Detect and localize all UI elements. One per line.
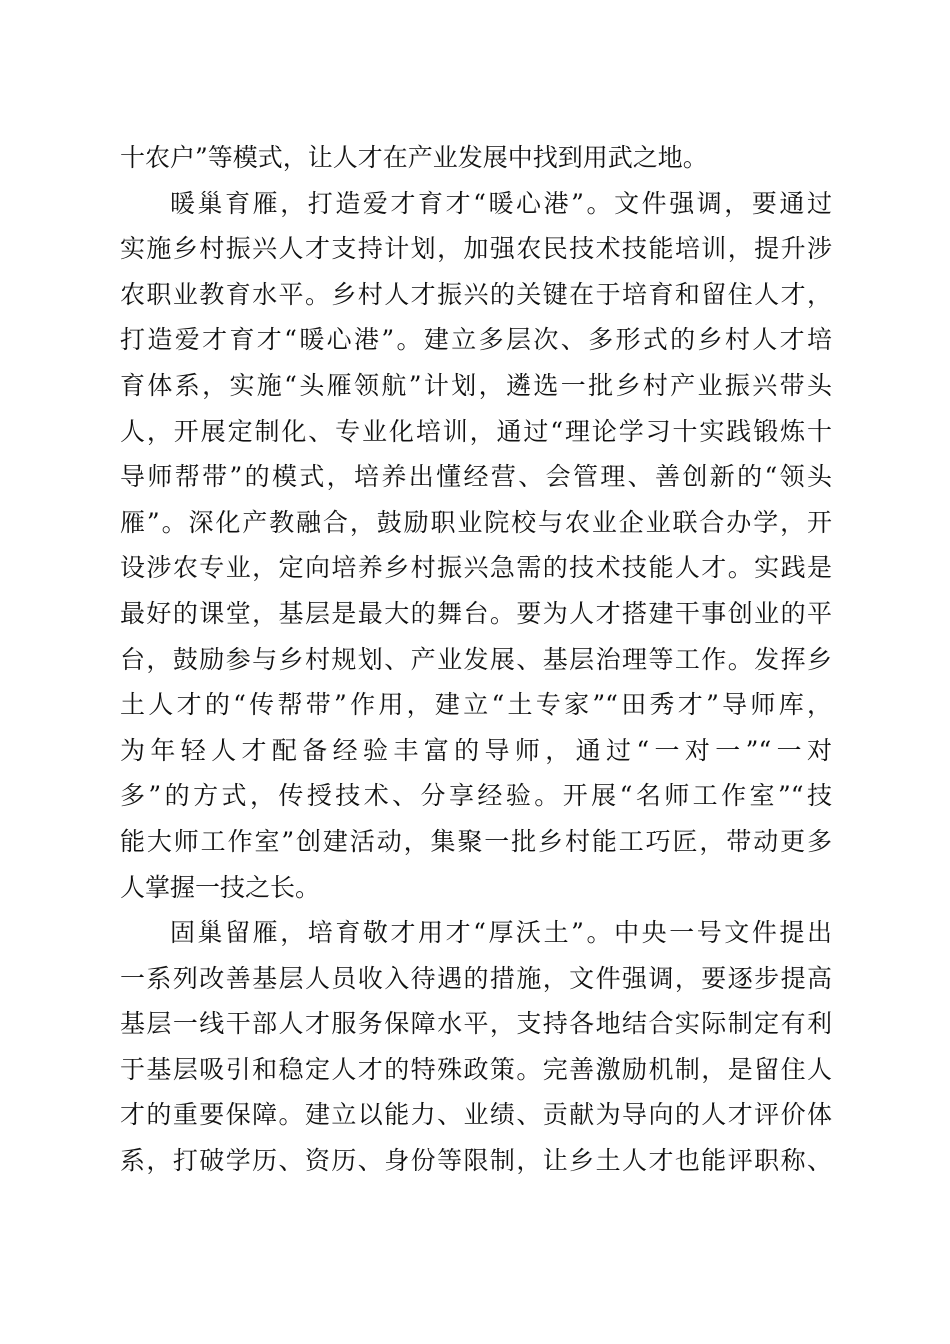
text-line: 多”的方式，传授技术、分享经验。开展“名师工作室”“技 bbox=[120, 781, 832, 811]
text-line: 系，打破学历、资历、身份等限制，让乡土人才也能评职称、 bbox=[120, 1146, 832, 1176]
text-line: 土人才的“传帮带”作用，建立“土专家”“田秀才”导师库， bbox=[120, 690, 832, 720]
text-line: 台，鼓励参与乡村规划、产业发展、基层治理等工作。发挥乡 bbox=[120, 644, 832, 674]
text-line: 一系列改善基层人员收入待遇的措施，文件强调，要逐步提高 bbox=[120, 963, 832, 993]
paragraph-first-line: 固巢留雁，培育敬才用才“厚沃土”。中央一号文件提出 bbox=[170, 918, 832, 948]
text-line: 人，开展定制化、专业化培训，通过“理论学习十实践锻炼十 bbox=[120, 416, 832, 446]
text-line: 能大师工作室”创建活动，集聚一批乡村能工巧匠，带动更多 bbox=[120, 826, 832, 856]
text-line: 人掌握一技之长。 bbox=[120, 872, 321, 902]
text-line: 农职业教育水平。乡村人才振兴的关键在于培育和留住人才， bbox=[120, 279, 832, 309]
text-line: 于基层吸引和稳定人才的特殊政策。完善激励机制，是留住人 bbox=[120, 1054, 832, 1084]
text-line: 才的重要保障。建立以能力、业绩、贡献为导向的人才评价体 bbox=[120, 1100, 832, 1130]
document-body-text bbox=[120, 135, 832, 1184]
text-line: 雁”。深化产教融合，鼓励职业院校与农业企业联合办学，开 bbox=[120, 507, 832, 537]
text-line: 为年轻人才配备经验丰富的导师，通过“一对一”“一对 bbox=[120, 735, 832, 765]
text-line: 基层一线干部人才服务保障水平，支持各地结合实际制定有利 bbox=[120, 1009, 832, 1039]
text-line: 设涉农专业，定向培养乡村振兴急需的技术技能人才。实践是 bbox=[120, 553, 832, 583]
text-line: 打造爱才育才“暖心港”。建立多层次、多形式的乡村人才培 bbox=[120, 325, 832, 355]
text-line: 实施乡村振兴人才支持计划，加强农民技术技能培训，提升涉 bbox=[120, 234, 832, 264]
text-line: 十农户”等模式，让人才在产业发展中找到用武之地。 bbox=[120, 143, 708, 172]
text-line: 导师帮带”的模式，培养出懂经营、会管理、善创新的“领头 bbox=[120, 462, 832, 492]
text-line: 育体系，实施“头雁领航”计划，遴选一批乡村产业振兴带头 bbox=[120, 370, 832, 400]
paragraph-first-line: 暖巢育雁，打造爱才育才“暖心港”。文件强调，要通过 bbox=[170, 188, 832, 218]
text-line: 最好的课堂，基层是最大的舞台。要为人才搭建干事创业的平 bbox=[120, 598, 832, 628]
